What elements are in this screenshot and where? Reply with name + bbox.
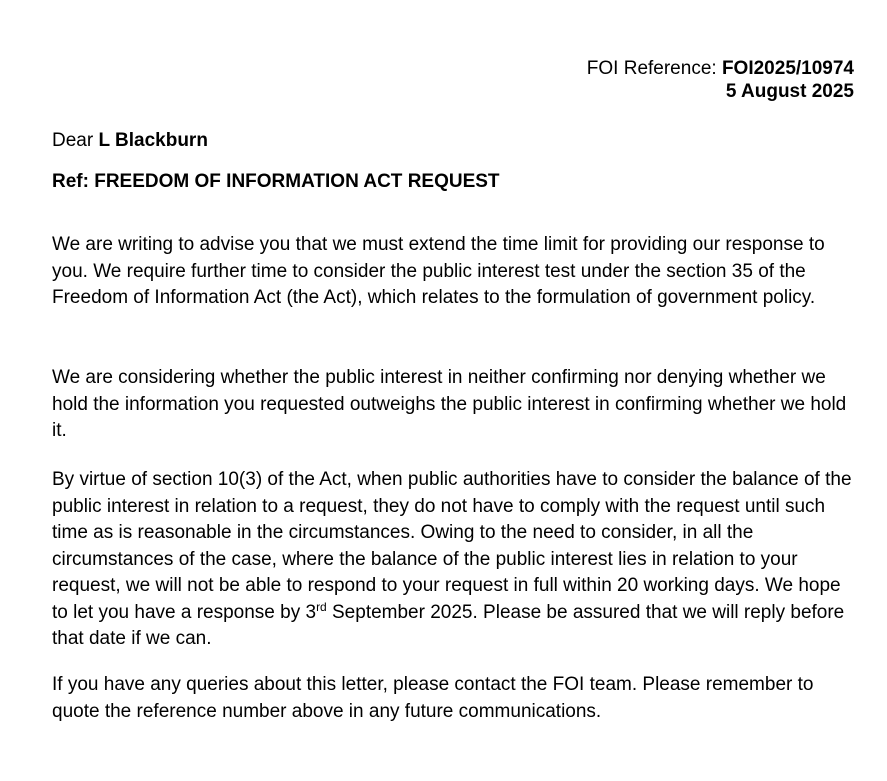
letter-header [587, 57, 854, 103]
salutation-greeting: Dear [52, 130, 99, 151]
paragraph-section-10-3 [52, 467, 852, 653]
paragraph-public-interest: We are considering whether the public interest in neither confirming nor denying whether we hold the information you requested outweighs the public interest in confirming whether we hold it. [52, 367, 847, 441]
salutation [52, 128, 852, 155]
paragraph-queries: If you have any queries about this letter, please contact the FOI team. Please remember to quote the reference number above in any future communications. [52, 674, 814, 722]
paragraph-section-10-3-text-end: September 2025. Please be assured that we will reply before that date if we can. [52, 601, 845, 649]
subject-line: Ref: FREEDOM OF INFORMATION ACT REQUEST [52, 171, 500, 192]
paragraph-section-10-3-text-start: By virtue of section 10(3) of the Act, when public authorities have to consider the balance of the public interest in relation to a request, they do not have to comply with the request until such time as is reasonable in the circumstances. Owing to the need to consider, in all the circumstances of the case, where the balance of the public interest lies in relation to your request, we will not be able to respond to your request in full within 20 working days. We hope to let you have a response by 3 [52, 469, 852, 623]
foi-reference-line [587, 57, 854, 80]
letter-date: 5 August 2025 [725, 81, 854, 102]
recipient-name: L Blackburn [98, 130, 208, 151]
paragraph-extension-notice: We are writing to advise you that we must extend the time limit for providing our response to you. We require further time to consider the public interest test under the section 35 of the Freedom of Information Act (the Act), which relates to the formulation of government policy. [52, 234, 825, 308]
foi-reference-number: FOI2025/10974 [721, 58, 854, 79]
foi-reference-label: FOI Reference: [586, 58, 722, 79]
date-ordinal-suffix: rd [316, 599, 327, 614]
